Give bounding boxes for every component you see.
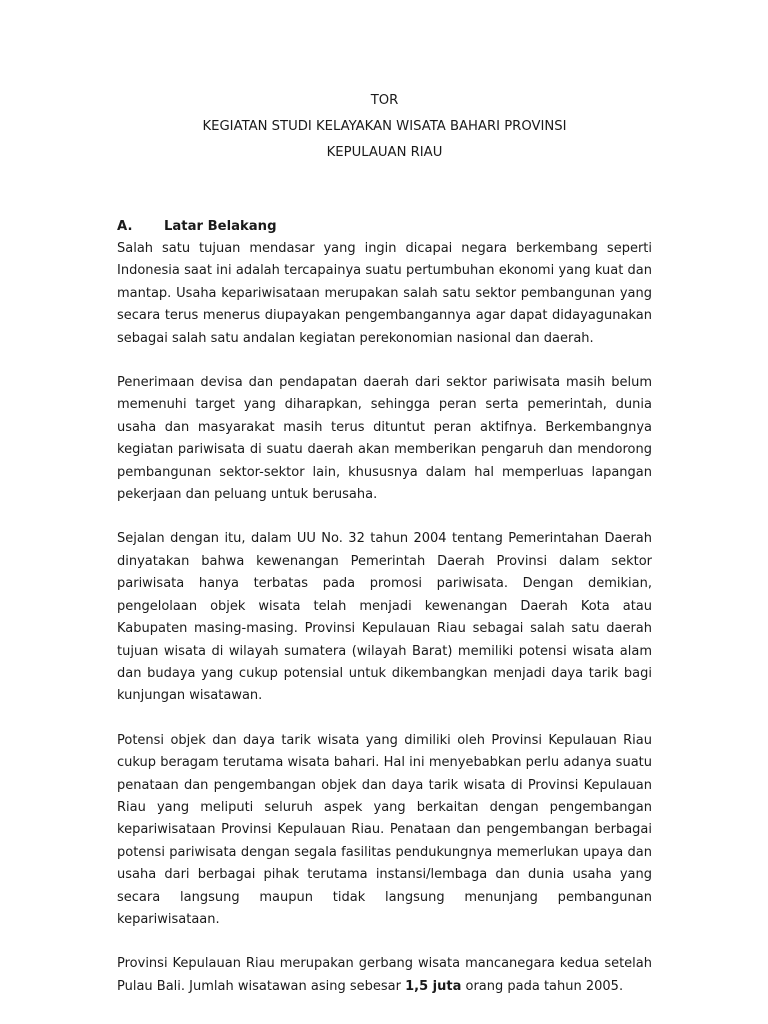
title-line-3: KEPULAUAN RIAU <box>326 145 443 160</box>
document-page <box>117 88 652 1020</box>
paragraph-1: Salah satu tujuan mendasar yang ingin dicapai negara berkembang seperti Indonesia saat ini adalah tercapainya suatu pertumbuhan ekonomi yang kuat dan mantap. Usaha kepariwisataan merupakan salah satu sektor pembangunan yang secara terus menerus diupayakan pengembangannya agar dapat didayagunakan sebagai salah satu andalan kegiatan perekonomian nasional dan daerah. <box>117 241 652 346</box>
paragraph-5-text-a: Provinsi Kepulauan Riau merupakan gerbang wisata mancanegara kedua setelah Pulau Bali. Jumlah wisatawan asing sebesar <box>117 956 652 994</box>
section-heading <box>117 216 652 238</box>
section-number: A. <box>117 219 133 234</box>
paragraph-2: Penerimaan devisa dan pendapatan daerah dari sektor pariwisata masih belum memenuhi target yang diharapkan, sehingga peran serta pemerintah, dunia usaha dan masyarakat masih terus dituntut peran aktifnya. Berkembangnya kegiatan pariwisata di suatu daerah akan memberikan pengaruh dan mendorong pembangunan sektor-sektor lain, khususnya dalam hal memperluas lapangan pekerjaan dan peluang untuk berusaha. <box>117 375 652 503</box>
paragraph-4: Potensi objek dan daya tarik wisata yang dimiliki oleh Provinsi Kepulauan Riau cukup beragam terutama wisata bahari. Hal ini menyebabkan perlu adanya suatu penataan dan pengembangan objek dan daya tarik wisata di Provinsi Kepulauan Riau yang meliputi seluruh aspek yang berkaitan dengan pengembangan kepariwisataan Provinsi Kepulauan Riau. Penataan dan pengembangan berbagai potensi pariwisata dengan segala fasilitas pendukungnya memerlukan upaya dan usaha dari berbagai pihak terutama instansi/lembaga dan dunia usaha yang secara langsung maupun tidak langsung menunjang pembangunan kepariwisataan. <box>117 732 652 927</box>
section-title: Latar Belakang <box>164 219 277 234</box>
title-line-1: TOR <box>370 93 399 108</box>
title-line-2: KEGIATAN STUDI KELAYAKAN WISATA BAHARI PROVINSI <box>202 119 567 134</box>
tourist-count-highlight: 1,5 juta <box>405 978 462 994</box>
paragraph-5-text-b: orang pada tahun 2005. <box>461 978 624 994</box>
paragraph-5 <box>117 953 652 998</box>
document-title <box>117 88 652 166</box>
paragraph-3: Sejalan dengan itu, dalam UU No. 32 tahun 2004 tentang Pemerintahan Daerah dinyatakan bahwa kewenangan Pemerintah Daerah Provinsi dalam sektor pariwisata hanya terbatas pada promosi pariwisata. Dengan demikian, pengelolaan objek wisata telah menjadi kewenangan Daerah Kota atau Kabupaten masing-masing. Provinsi Kepulauan Riau sebagai salah satu daerah tujuan wisata di wilayah sumatera (wilayah Barat) memiliki potensi wisata alam dan budaya yang cukup potensial untuk dikembangkan menjadi daya tarik bagi kunjungan wisatawan. <box>117 531 652 704</box>
